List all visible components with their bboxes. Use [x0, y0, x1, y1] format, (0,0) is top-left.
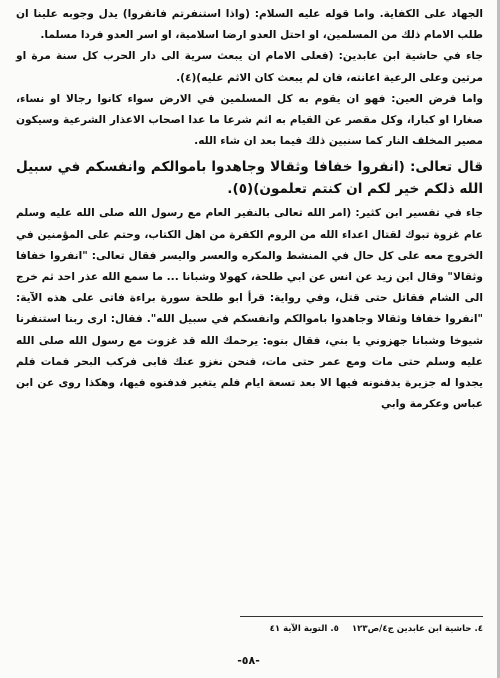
footnote-5: ٥. التوبة الآية ٤١	[269, 624, 339, 634]
body-text	[16, 4, 483, 415]
footnotes	[240, 623, 483, 635]
page-number: -٥٨-	[237, 654, 260, 667]
paragraph-ibn-abidin: جاء في حاشية ابن عابدين: (فعلى الامام ان يبعث سرية الى دار الحرب كل سنة مرة او مرتين وعلى الرعية اعانته، فان لم يبعث كان الاثم عليه)(٤).	[16, 50, 483, 84]
footnote-divider	[240, 616, 483, 617]
footnote-4: ٤. حاشية ابن عابدين ج٤/ص١٢٣	[351, 624, 483, 634]
paragraph-fard-ayn: واما فرض العين: فهو ان يقوم به كل المسلمين في الارض سواء كانوا رجالا او نساء، صغارا او كبارا، وكل مقصر عن القيام به اثم شرعا ما عدا اصحاب الاعذار الشرعية وسيكون مصير المخلف النار كما سنبين ذلك فيما بعد ان شاء الله.	[16, 92, 483, 148]
paragraph-jihad-kifaya: الجهاد على الكفاية. واما قوله عليه السلام: (واذا استنفرتم فانفروا) يدل وجوبه علينا ان طلب الامام ذلك من المسلمين، او احتل العدو ارضا اسلامية، او اسر العدو فردا مسلما.	[16, 8, 483, 42]
quran-verse: قال تعالى: (انفروا خفافا وثقالا وجاهدوا باموالكم وانفسكم في سبيل الله ذلكم خير لكم ان كنتم تعلمون)(٥).	[16, 159, 483, 198]
paragraph-ibn-kathir: جاء في تفسير ابن كثير: (امر الله تعالى بالنفير العام مع رسول الله صلى الله عليه وسلم عام غزوة تبوك لقتال اعداء الله من الروم الكفرة من اهل الكتاب، وحتم على المؤمنين في الخروج معه على كل حال في المنشط والمكره والعسر واليسر فقال تعالى: "انفروا خفافا وثقالا" وقال ابن زيد عن انس عن ابي طلحة، كهولا وشبانا ... ما سمع الله عذر احد ثم خرج الى الشام فقاتل حتى قتل، وفي رواية: قرأ ابو طلحة سورة براءة فاتى على هذه الآية: "انفروا خفافا وثقالا وجاهدوا باموالكم وانفسكم في سبيل الله". فقال: ارى ربنا استنفرنا شيوخا وشبانا جهزوني يا بني، فقال بنوه: يرحمك الله قد غزوت مع رسول الله صلى الله عليه وسلم حتى مات ومع عمر حتى مات، فنحن نغزو عنك فابى فركب البحر فمات فلم يجدوا له جزيرة يدفنونه فيها الا بعد تسعة ايام فلم يتغير فدفنوه فيها، وهكذا روى عن ابن عباس وعكرمة وابي	[16, 207, 483, 411]
